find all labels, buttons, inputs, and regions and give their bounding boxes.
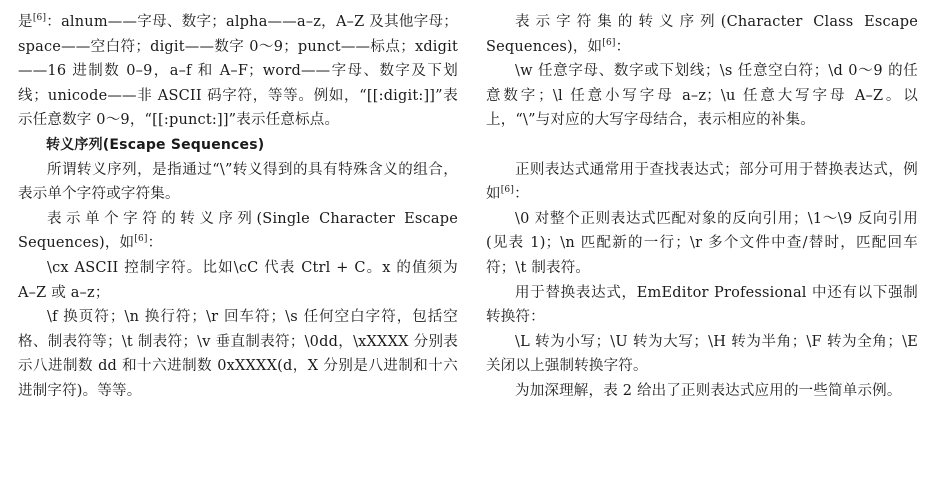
escape-sequences-heading: 转义序列(Escape Sequences)	[46, 136, 265, 153]
backreference-paragraph: \0 对整个正则表达式匹配对象的反向引用；\1～\9 反向引用(见表 1)；\n 匹配新的一行；\r 多个文件中查/替时，匹配回车符；\t 制表符。	[486, 210, 918, 276]
citation-marker: [6]	[602, 37, 616, 48]
character-class-list-paragraph: 是[6]：alnum——字母、数字；alpha——a–z，A–Z 及其他字母；space——空白符；digit——数字 0～9；punct——标点；xdigit——16 进制数 0–9，a–f 和 A–F；word——字母、数字及下划线；unicode——非 ASCII 码字符，等等。例如，“[[:digit:]]”表示任意数字 0～9，“[[:punct:]]”表示任意标点。	[18, 13, 458, 129]
paragraph-spacer	[486, 133, 918, 158]
char-class-escape-intro-paragraph: 表示字符集的转义序列(Character Class Escape Sequences)，如[6]：	[486, 14, 918, 55]
replace-expression-intro-paragraph: 正则表达式通常用于查找表达式；部分可用于替换表达式，例如[6]：	[486, 161, 918, 203]
citation-marker: [6]	[500, 185, 515, 196]
special-chars-paragraph: \f 换页符；\n 换行符；\r 回车符；\s 任何空白字符，包括空格、制表符等；\t 制表符；\v 垂直制表符；\0dd，\xXXXX 分别表示八进制数 dd 和十六进制数 0xXXXX(d，X 分别是八进制和十六进制字符)。等等。	[18, 309, 458, 399]
citation-marker: [6]	[32, 13, 47, 23]
emeditor-conversion-intro-paragraph: 用于替换表达式，EmEditor Professional 中还有以下强制转换符：	[486, 284, 918, 326]
citation-marker: [6]	[134, 234, 148, 245]
single-char-escape-intro-paragraph: 表示单个字符的转义序列(Single Character Escape Sequences)，如[6]：	[18, 210, 458, 252]
char-class-escape-list-paragraph: \w 任意字母、数字或下划线；\s 任意空白符；\d 0～9 的任意数字；\l 任意小写字母 a–z；\u 任意大写字母 A–Z。以上，“\”与对应的大写字母结合，表示相应的补集。	[486, 63, 918, 129]
control-char-paragraph: \cx ASCII 控制字符。比如\cC 代表 Ctrl + C。x 的值须为 A–Z 或 a–z；	[18, 259, 458, 301]
left-column	[18, 10, 458, 404]
conversion-chars-paragraph: \L 转为小写；\U 转为大写；\H 转为半角；\F 转为全角；\E 关闭以上强制转换字符。	[486, 333, 918, 375]
right-column	[486, 10, 918, 404]
escape-sequence-definition-paragraph: 所谓转义序列，是指通过“\”转义得到的具有特殊含义的组合，表示单个字符或字符集。	[18, 161, 458, 203]
table-reference-paragraph: 为加深理解，表 2 给出了正则表达式应用的一些简单示例。	[515, 382, 902, 399]
